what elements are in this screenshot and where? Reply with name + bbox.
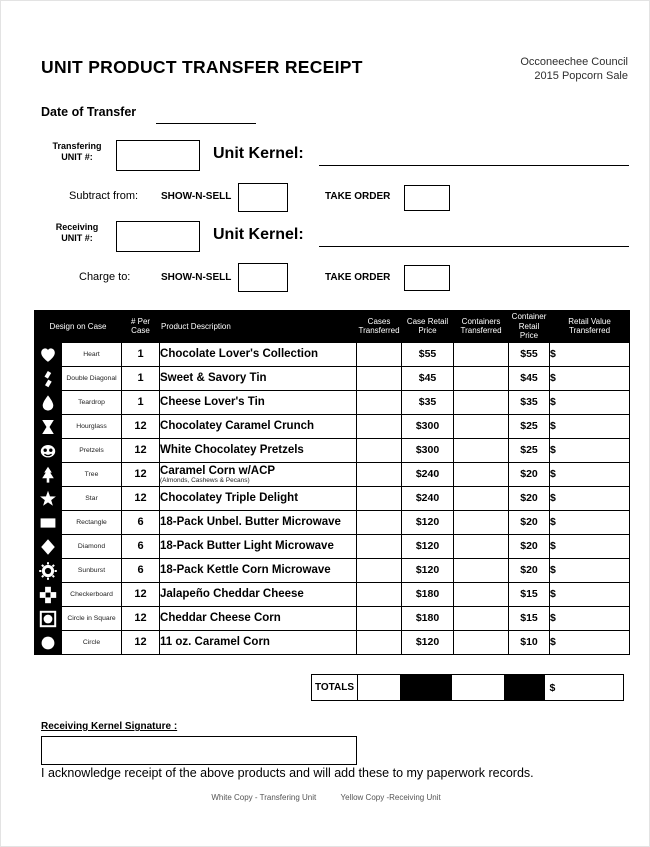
product-name: Chocolatey Triple Delight <box>160 492 299 504</box>
containers-transferred-cell[interactable] <box>454 438 509 462</box>
per-case-value: 12 <box>122 486 160 510</box>
table-row <box>35 558 630 582</box>
table-row <box>35 510 630 534</box>
design-label: Sunburst <box>62 558 122 582</box>
per-case-value: 1 <box>122 366 160 390</box>
heart-icon <box>35 345 61 365</box>
totals-blocked-cell <box>400 674 452 701</box>
cases-transferred-cell[interactable] <box>357 438 402 462</box>
retail-value-cell[interactable]: $ <box>550 558 630 582</box>
header-product-description: Product Description <box>160 311 357 343</box>
header-case-retail-price: Case Retail Price <box>402 311 454 343</box>
transferring-unit-kernel-label: Unit Kernel: <box>213 145 304 162</box>
per-case-value: 12 <box>122 414 160 438</box>
case-retail-price-value: $240 <box>402 462 454 486</box>
council-name: Occoneechee Council <box>520 56 628 68</box>
receiving-unit-kernel-label: Unit Kernel: <box>213 226 304 243</box>
design-label: Pretzels <box>62 438 122 462</box>
receiving-unit-kernel-line[interactable] <box>319 226 629 247</box>
table-row <box>35 438 630 462</box>
per-case-value: 12 <box>122 630 160 654</box>
containers-transferred-cell[interactable] <box>454 390 509 414</box>
pretzels-icon <box>35 441 61 461</box>
double-diagonal-icon <box>35 369 61 389</box>
cases-transferred-cell[interactable] <box>357 366 402 390</box>
retail-value-cell[interactable]: $ <box>550 390 630 414</box>
cases-transferred-cell[interactable] <box>357 630 402 654</box>
cases-transferred-cell[interactable] <box>357 486 402 510</box>
container-retail-price-value: $20 <box>509 510 550 534</box>
containers-transferred-cell[interactable] <box>454 558 509 582</box>
table-row <box>35 342 630 366</box>
table-row <box>35 582 630 606</box>
design-label: Tree <box>62 462 122 486</box>
retail-value-cell[interactable]: $ <box>550 366 630 390</box>
case-retail-price-value: $300 <box>402 438 454 462</box>
product-name: Chocolatey Caramel Crunch <box>160 420 315 432</box>
table-row <box>35 630 630 654</box>
totals-cases-transferred-cell[interactable] <box>357 674 402 701</box>
totals-label: TOTALS <box>311 674 358 701</box>
product-name: 18-Pack Butter Light Microwave <box>160 540 334 552</box>
council-header <box>520 55 628 83</box>
containers-transferred-cell[interactable] <box>454 582 509 606</box>
page-title: UNIT PRODUCT TRANSFER RECEIPT <box>41 57 363 77</box>
design-label: Circle in Square <box>62 606 122 630</box>
totals-blocked-cell <box>504 674 545 701</box>
sunburst-icon <box>35 561 61 581</box>
table-row <box>35 366 630 390</box>
containers-transferred-cell[interactable] <box>454 366 509 390</box>
cases-transferred-cell[interactable] <box>357 390 402 414</box>
date-of-transfer-line[interactable] <box>156 103 256 124</box>
header-container-retail-price: Container Retail Price <box>509 311 550 343</box>
container-retail-price-value: $20 <box>509 558 550 582</box>
cases-transferred-cell[interactable] <box>357 558 402 582</box>
containers-transferred-cell[interactable] <box>454 510 509 534</box>
totals-containers-transferred-cell[interactable] <box>451 674 506 701</box>
retail-value-cell[interactable]: $ <box>550 630 630 654</box>
table-row <box>35 534 630 558</box>
receiving-take-order-box[interactable] <box>404 265 450 291</box>
design-label: Hourglass <box>62 414 122 438</box>
containers-transferred-cell[interactable] <box>454 342 509 366</box>
receiving-unit-label: Receiving UNIT #: <box>55 222 99 243</box>
product-name: Chocolate Lover's Collection <box>160 348 319 360</box>
per-case-value: 6 <box>122 558 160 582</box>
container-retail-price-value: $25 <box>509 438 550 462</box>
containers-transferred-cell[interactable] <box>454 486 509 510</box>
table-row <box>35 390 630 414</box>
case-retail-price-value: $120 <box>402 558 454 582</box>
case-retail-price-value: $120 <box>402 534 454 558</box>
per-case-value: 6 <box>122 534 160 558</box>
date-of-transfer-label: Date of Transfer <box>41 105 137 119</box>
product-table <box>34 310 630 655</box>
containers-transferred-cell[interactable] <box>454 414 509 438</box>
cases-transferred-cell[interactable] <box>357 534 402 558</box>
case-retail-price-value: $120 <box>402 510 454 534</box>
case-retail-price-value: $300 <box>402 414 454 438</box>
container-retail-price-value: $15 <box>509 582 550 606</box>
containers-transferred-cell[interactable] <box>454 606 509 630</box>
table-row <box>35 462 630 486</box>
cases-transferred-cell[interactable] <box>357 510 402 534</box>
per-case-value: 1 <box>122 342 160 366</box>
product-name: Caramel Corn w/ACP <box>160 464 276 477</box>
design-label: Circle <box>62 630 122 654</box>
product-name: Jalapeño Cheddar Cheese <box>160 588 304 600</box>
product-name: 18-Pack Kettle Corn Microwave <box>160 564 331 576</box>
hourglass-icon <box>35 417 61 437</box>
header-design-on-case: Design on Case <box>35 311 122 343</box>
signature-box[interactable] <box>41 736 357 765</box>
container-retail-price-value: $15 <box>509 606 550 630</box>
container-retail-price-value: $20 <box>509 462 550 486</box>
yellow-copy-note: Yellow Copy -Receiving Unit <box>340 793 441 802</box>
product-name: Cheddar Cheese Corn <box>160 612 281 624</box>
case-retail-price-value: $180 <box>402 582 454 606</box>
per-case-value: 6 <box>122 510 160 534</box>
table-row <box>35 606 630 630</box>
star-icon <box>35 489 61 509</box>
receiving-show-n-sell-label: SHOW-N-SELL <box>161 272 232 283</box>
sale-year: 2015 Popcorn Sale <box>534 70 628 82</box>
tree-icon <box>35 465 61 485</box>
product-name: Cheese Lover's Tin <box>160 396 265 408</box>
transferring-take-order-label: TAKE ORDER <box>325 191 391 202</box>
per-case-value: 12 <box>122 462 160 486</box>
design-label: Heart <box>62 342 122 366</box>
header-retail-value-transferred: Retail Value Transferred <box>550 311 630 343</box>
table-row <box>35 486 630 510</box>
case-retail-price-value: $240 <box>402 486 454 510</box>
receiving-kernel-signature-label: Receiving Kernel Signature : <box>41 721 178 732</box>
retail-value-cell[interactable]: $ <box>550 486 630 510</box>
diamond-icon <box>35 537 61 557</box>
header-cases-transferred: Cases Transferred <box>357 311 402 343</box>
container-retail-price-value: $10 <box>509 630 550 654</box>
cases-transferred-cell[interactable] <box>357 582 402 606</box>
totals-retail-value-cell[interactable]: $ <box>544 674 624 701</box>
per-case-value: 12 <box>122 606 160 630</box>
transferring-unit-number-box[interactable] <box>116 140 200 171</box>
white-copy-note: White Copy - Transfering Unit <box>211 793 317 802</box>
container-retail-price-value: $55 <box>509 342 550 366</box>
table-row <box>35 414 630 438</box>
product-name: 18-Pack Unbel. Butter Microwave <box>160 516 341 528</box>
teardrop-icon <box>35 393 61 413</box>
retail-value-cell[interactable]: $ <box>550 342 630 366</box>
case-retail-price-value: $180 <box>402 606 454 630</box>
retail-value-cell[interactable]: $ <box>550 510 630 534</box>
container-retail-price-value: $25 <box>509 414 550 438</box>
transferring-show-n-sell-box[interactable] <box>238 183 288 212</box>
acknowledgment-text: I acknowledge receipt of the above products and will add these to my paperwork records. <box>41 766 534 780</box>
transferring-unit-label: Transfering UNIT #: <box>52 141 102 162</box>
retail-value-cell[interactable]: $ <box>550 582 630 606</box>
design-label: Diamond <box>62 534 122 558</box>
receiving-show-n-sell-box[interactable] <box>238 263 288 292</box>
product-note: (Almonds, Cashews & Pecans) <box>160 476 250 484</box>
retail-value-cell[interactable]: $ <box>550 438 630 462</box>
transferring-show-n-sell-label: SHOW-N-SELL <box>161 191 232 202</box>
retail-value-cell[interactable]: $ <box>550 606 630 630</box>
checkerboard-icon <box>35 585 61 605</box>
cases-transferred-cell[interactable] <box>357 342 402 366</box>
container-retail-price-value: $35 <box>509 390 550 414</box>
case-retail-price-value: $120 <box>402 630 454 654</box>
transferring-take-order-box[interactable] <box>404 185 450 211</box>
cases-transferred-cell[interactable] <box>357 606 402 630</box>
retail-value-cell[interactable]: $ <box>550 462 630 486</box>
container-retail-price-value: $45 <box>509 366 550 390</box>
design-label: Rectangle <box>62 510 122 534</box>
table-header-row <box>35 311 630 343</box>
product-name: 11 oz. Caramel Corn <box>160 636 270 648</box>
container-retail-price-value: $20 <box>509 534 550 558</box>
per-case-value: 1 <box>122 390 160 414</box>
design-label: Checkerboard <box>62 582 122 606</box>
transferring-unit-kernel-line[interactable] <box>319 145 629 166</box>
design-label: Double Diagonal <box>62 366 122 390</box>
retail-value-cell[interactable]: $ <box>550 534 630 558</box>
charge-to-label: Charge to: <box>79 271 131 283</box>
totals-row <box>311 674 624 701</box>
case-retail-price-value: $45 <box>402 366 454 390</box>
retail-value-cell[interactable]: $ <box>550 414 630 438</box>
header-per-case: # Per Case <box>122 311 160 343</box>
container-retail-price-value: $20 <box>509 486 550 510</box>
case-retail-price-value: $55 <box>402 342 454 366</box>
subtract-from-label: Subtract from: <box>69 190 139 202</box>
circle-in-square-icon <box>35 609 61 629</box>
receiving-unit-number-box[interactable] <box>116 221 200 252</box>
per-case-value: 12 <box>122 438 160 462</box>
product-name: Sweet & Savory Tin <box>160 372 267 384</box>
case-retail-price-value: $35 <box>402 390 454 414</box>
per-case-value: 12 <box>122 582 160 606</box>
circle-icon <box>35 633 61 653</box>
rectangle-icon <box>35 513 61 533</box>
containers-transferred-cell[interactable] <box>454 534 509 558</box>
containers-transferred-cell[interactable] <box>454 630 509 654</box>
copy-distribution-note <box>1 793 650 802</box>
cases-transferred-cell[interactable] <box>357 414 402 438</box>
design-label: Star <box>62 486 122 510</box>
containers-transferred-cell[interactable] <box>454 462 509 486</box>
receiving-take-order-label: TAKE ORDER <box>325 272 391 283</box>
product-name: White Chocolatey Pretzels <box>160 444 304 456</box>
design-label: Teardrop <box>62 390 122 414</box>
header-containers-transferred: Containers Transferred <box>454 311 509 343</box>
product-table-body <box>35 342 630 654</box>
cases-transferred-cell[interactable] <box>357 462 402 486</box>
